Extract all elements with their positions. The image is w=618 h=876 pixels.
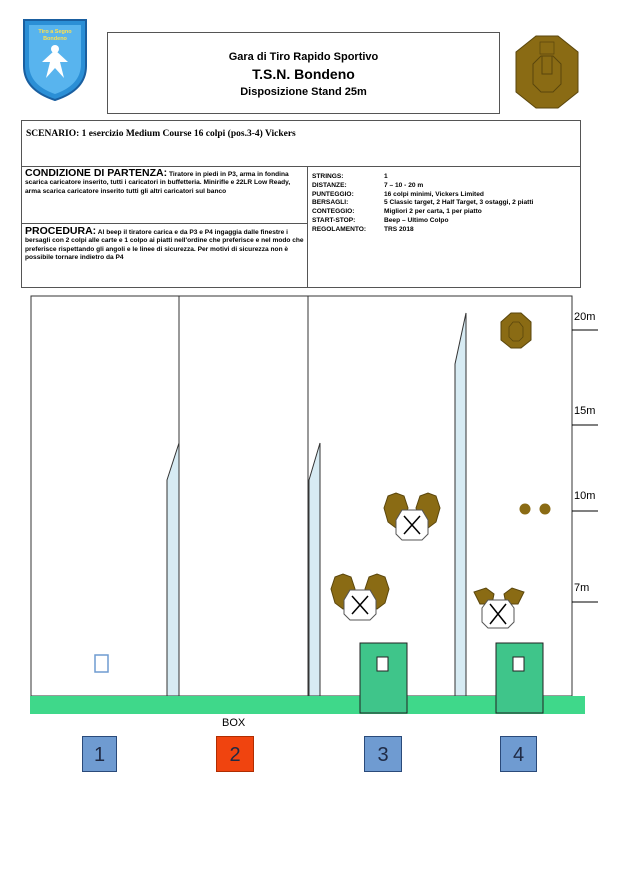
position-1: 1 [82, 736, 117, 772]
start-box [95, 655, 108, 672]
info-table [21, 120, 581, 288]
bay-2 [179, 296, 308, 696]
detail-label: DISTANZE: [312, 181, 347, 189]
detail-row [312, 199, 580, 208]
distance-label-20m: 20m [574, 311, 596, 323]
condizione-title: CONDIZIONE DI PARTENZA: [25, 167, 168, 179]
procedura-title: PROCEDURA: [25, 225, 97, 237]
detail-label: PUNTEGGIO: [312, 190, 354, 198]
divider [22, 223, 308, 224]
detail-label: REGOLAMENTO: [312, 225, 367, 233]
barricade-p4 [496, 643, 543, 713]
steel-plate [520, 504, 531, 515]
detail-row [312, 182, 580, 191]
bay-1 [31, 296, 179, 696]
wall-panel [455, 313, 466, 696]
procedura-section [25, 227, 307, 262]
barricade-window [513, 657, 524, 671]
scenario-text: SCENARIO: 1 esercizio Medium Course 16 colpi (pos.3-4) Vickers [22, 121, 580, 167]
procedura-text: Al beep il tiratore carica e da P3 e P4 ingaggia dalle finestre i bersagli con 2 colpi alle carte e 1 colpo ai piatti nell'ordine che preferisce e nel modo che preferisce rispettando gli angoli e le linee di sicurezza. Per motivi di sicurezza non è possibile tornare indietro da P4 [25, 229, 304, 261]
distance-label-15m: 15m [574, 405, 596, 417]
details-column [312, 173, 580, 235]
box-label: BOX [222, 717, 246, 729]
detail-value: Beep – Ultimo Colpo [384, 216, 449, 224]
detail-row [312, 226, 580, 235]
steel-plate [540, 504, 551, 515]
conditions-column [22, 167, 308, 287]
condizione-section [25, 169, 307, 196]
classic-target-icon [514, 34, 580, 110]
detail-row [312, 191, 580, 200]
club-name: T.S.N. Bondeno [252, 66, 355, 82]
detail-value: Migliori 2 per carta, 1 per piatto [384, 208, 482, 216]
wall-panel [167, 443, 179, 696]
classic-target-20m [501, 313, 531, 348]
distance-label-7m: 7m [574, 582, 590, 594]
detail-row [312, 208, 580, 217]
detail-value: 16 colpi minimi, Vickers Limited [384, 190, 484, 198]
position-2: 2 [216, 736, 254, 772]
condizione-text: Tiratore in piedi in P3, arma in fondina scarica caricatore inserito, tutti i caricatori in buffetteria. Minirifle e 22LR Low Ready, arma scarica caricatore inserito tutti gli altri caricatori sul banco [25, 171, 291, 195]
detail-value: 7 – 10 - 20 m [384, 181, 424, 189]
detail-label: CONTEGGIO: [312, 208, 355, 216]
detail-row [312, 173, 580, 182]
logo-text: Tiro a Segno Bondeno [38, 29, 72, 42]
barricade-window [377, 657, 388, 671]
club-logo [20, 16, 90, 102]
detail-value: TRS 2018 [384, 225, 414, 233]
detail-label: START-STOP: [312, 216, 356, 224]
detail-row [312, 217, 580, 226]
detail-value: 1 [384, 173, 388, 180]
distance-label-10m: 10m [574, 490, 596, 502]
subtitle: Gara di Tiro Rapido Sportivo [228, 51, 379, 63]
barricade-p3 [360, 643, 407, 713]
bay-3-4 [308, 296, 572, 696]
stand-title: Disposizione Stand 25m [240, 86, 367, 98]
title-box [107, 32, 500, 114]
detail-label: STRINGS: [312, 173, 344, 180]
position-4: 4 [500, 736, 537, 772]
wall-panel [309, 443, 320, 696]
detail-value: 5 Classic target, 2 Half Target, 3 ostaggi, 2 piatti [384, 199, 534, 207]
detail-label: BERSAGLI: [312, 199, 349, 207]
position-3: 3 [364, 736, 402, 772]
stage-layout [0, 290, 618, 730]
